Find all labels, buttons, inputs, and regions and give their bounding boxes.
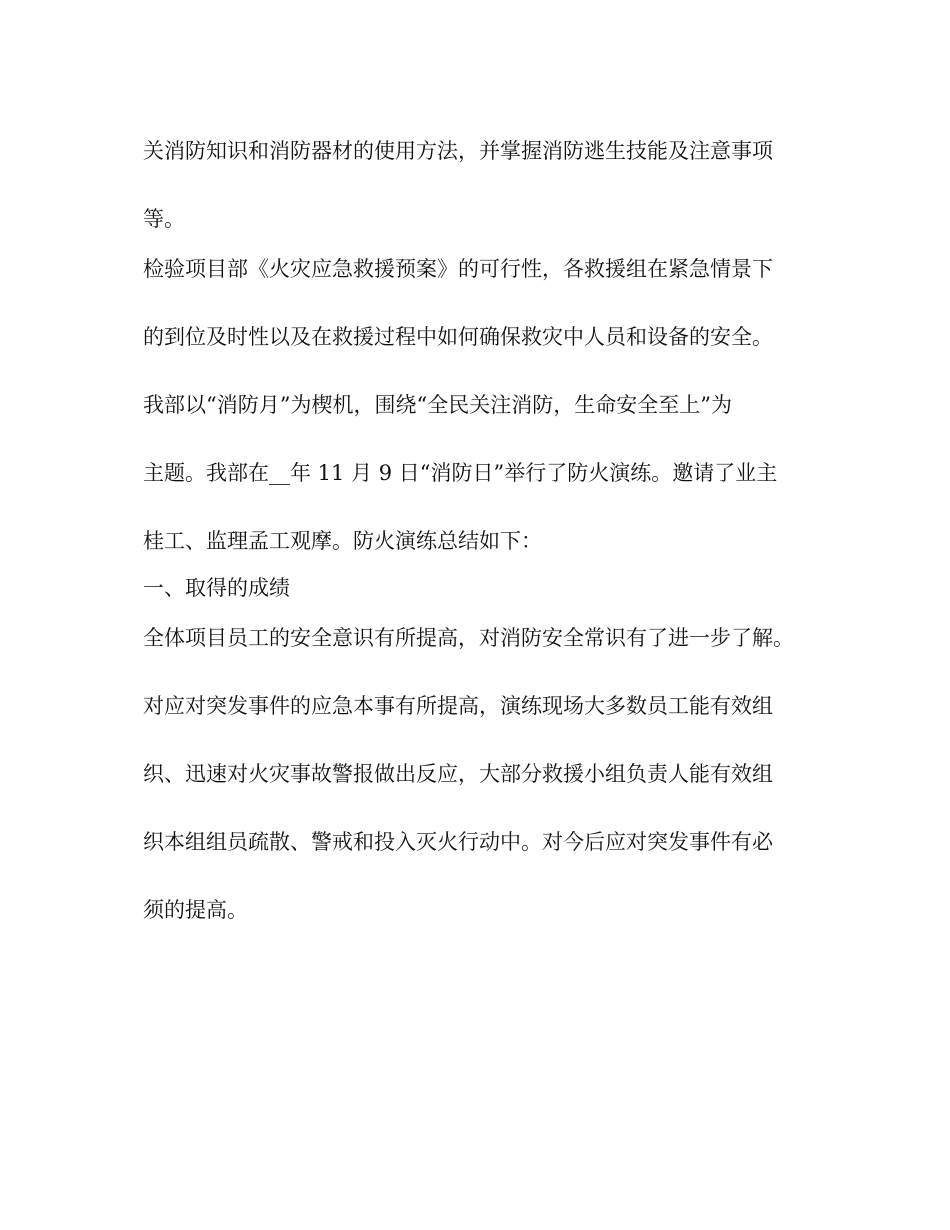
text-line: 检验项目部《火灾应急救援预案》的可行性，各救援组在紧急情景下 <box>143 257 773 281</box>
text-line: 对应对突发事件的应急本事有所提高，演练现场大多数员工能有效组 <box>143 694 773 718</box>
text-line: 须的提高。 <box>143 898 248 922</box>
document-body <box>143 139 813 923</box>
text-line: 的到位及时性以及在救援过程中如何确保救灾中人员和设备的安全。 <box>143 325 773 349</box>
text-line: 主题。我部在__年 11 月 9 日“消防日”举行了防火演练。邀请了业主 <box>143 461 778 485</box>
text-line: 等。 <box>143 207 185 231</box>
text-line: 桂工、监理孟工观摩。防火演练总结如下： <box>143 529 542 553</box>
text-line: 织本组组员疏散、警戒和投入灭火行动中。对今后应对突发事件有必 <box>143 830 773 854</box>
text-line: 全体项目员工的安全意识有所提高，对消防安全常识有了进一步了解。 <box>143 626 794 650</box>
text-line: 我部以“消防月”为楔机，围绕“全民关注消防，生命安全至上”为 <box>143 393 732 417</box>
text-line: 织、迅速对火灾事故警报做出反应，大部分救援小组负责人能有效组 <box>143 762 773 786</box>
section-heading: 一、取得的成绩 <box>143 576 290 600</box>
text-line: 关消防知识和消防器材的使用方法，并掌握消防逃生技能及注意事项 <box>143 139 773 163</box>
